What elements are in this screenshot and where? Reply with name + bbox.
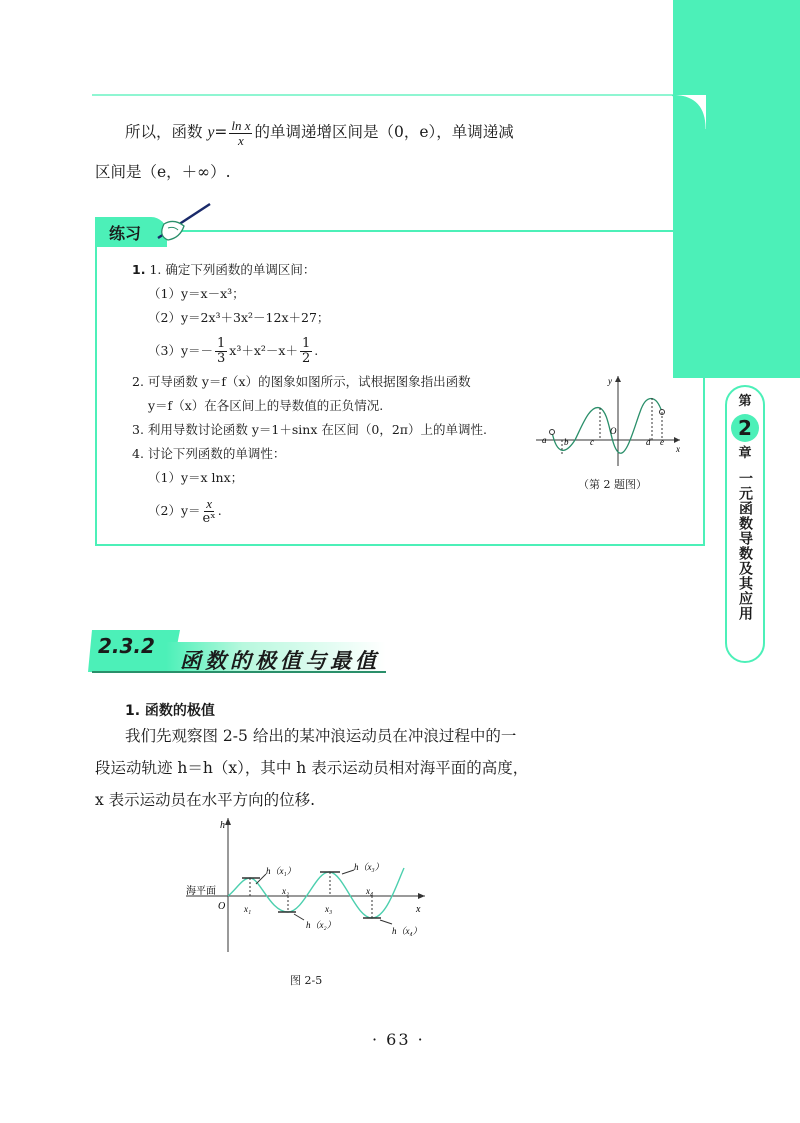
fig-label-hx1: h（x₁） [266, 866, 296, 876]
q1-item-2: （2）y＝2x³＋3x²－12x＋27； [148, 310, 330, 325]
fig-label-x4: x₄ [366, 886, 374, 896]
chapter-side-tab [725, 385, 765, 663]
fig-label-x2: x₂ [282, 886, 290, 896]
q1-title: 1. 1. 确定下列函数的单调区间： [132, 262, 316, 277]
chapter-number: 2 [731, 414, 759, 442]
graph-label-c: c [590, 437, 594, 447]
fig-label-x3: x₃ [325, 904, 333, 914]
graph-label-O: O [610, 426, 617, 436]
q3: 3. 利用导数讨论函数 y＝1＋sinx 在区间（0，2π）上的单调性. [132, 422, 487, 437]
fig-label-h: h [220, 820, 225, 831]
intro-line-2: 区间是（e，＋∞）. [95, 163, 231, 181]
graph-label-x: x [676, 444, 680, 454]
q2-line-1: 2. 可导函数 y＝f（x）的图象如图所示，试根据图象指出函数 [132, 374, 471, 389]
q4-item-2: （2）y＝ $\frac{x}{\text{eˣ}}$ . [148, 496, 222, 526]
intro-line-1: 所以，函数 y= $\frac{\text{ln x}}{x}$ 的单调递增区间是（0，e），单调递减 [125, 117, 514, 148]
fig-label-O: O [218, 901, 226, 912]
subsection-title: 1. 函数的极值 [125, 703, 215, 719]
question-2-figure-caption: （第 2 题图） [578, 478, 647, 491]
q4-title: 4. 讨论下列函数的单调性： [132, 446, 286, 461]
chapter-prefix: 第 [738, 394, 752, 409]
paragraph-line-1: 我们先观察图 2-5 给出的某冲浪运动员在冲浪过程中的一 [125, 727, 517, 745]
q1-item-1: （1）y＝x－x³； [148, 286, 245, 301]
graph-label-y: y [608, 376, 612, 386]
page-number: · 63 · [372, 1030, 425, 1049]
fig-label-hx4: h（x₄） [392, 926, 422, 936]
q1-item-3: （3）y＝－ $\frac{1}{3}$ x³＋x²－x＋ $\frac{1}{2}$ . [148, 336, 319, 366]
graph-label-a: a [542, 435, 547, 445]
graph-label-d: d [646, 437, 651, 447]
figure-2-5-caption: 图 2-5 [290, 974, 323, 987]
chapter-suffix: 章 [738, 446, 752, 461]
fig-surf-curve [228, 868, 404, 918]
practice-tab: 练习 [95, 217, 167, 247]
paragraph-line-2: 段运动轨迹 h＝h（x），其中 h 表示运动员相对海平面的高度， [95, 759, 529, 777]
graph-label-b: b [564, 437, 569, 447]
graph-label-e: e [660, 437, 664, 447]
paragraph-line-3: x 表示运动员在水平方向的位移. [95, 791, 316, 809]
fraction-lnx-over-x: $\frac{\text{ln x}}{x}$ [231, 117, 251, 148]
q4-item-1: （1）y＝x lnx； [148, 470, 244, 485]
fig-label-hx3: h（x₃） [354, 862, 384, 872]
fig-label-sea-level: 海平面 [186, 886, 216, 897]
pen-icon [150, 200, 220, 250]
graph-endpoint-left [550, 430, 555, 435]
header-curve [672, 95, 706, 129]
figure-2-5 [180, 812, 440, 962]
chapter-title: 一元函数导数及其应用 [737, 471, 753, 621]
fig-label-hx2: h（x₂） [306, 920, 336, 930]
question-2-graph [530, 370, 690, 470]
fig-label-x: x [416, 904, 421, 915]
section-title: 函数的极值与最值 [180, 648, 380, 673]
fig-label-x1: x₁ [244, 904, 252, 914]
q2-line-2: y＝f（x）在各区间上的导数值的正负情况. [148, 398, 384, 413]
section-number: 2.3.2 [98, 634, 155, 658]
